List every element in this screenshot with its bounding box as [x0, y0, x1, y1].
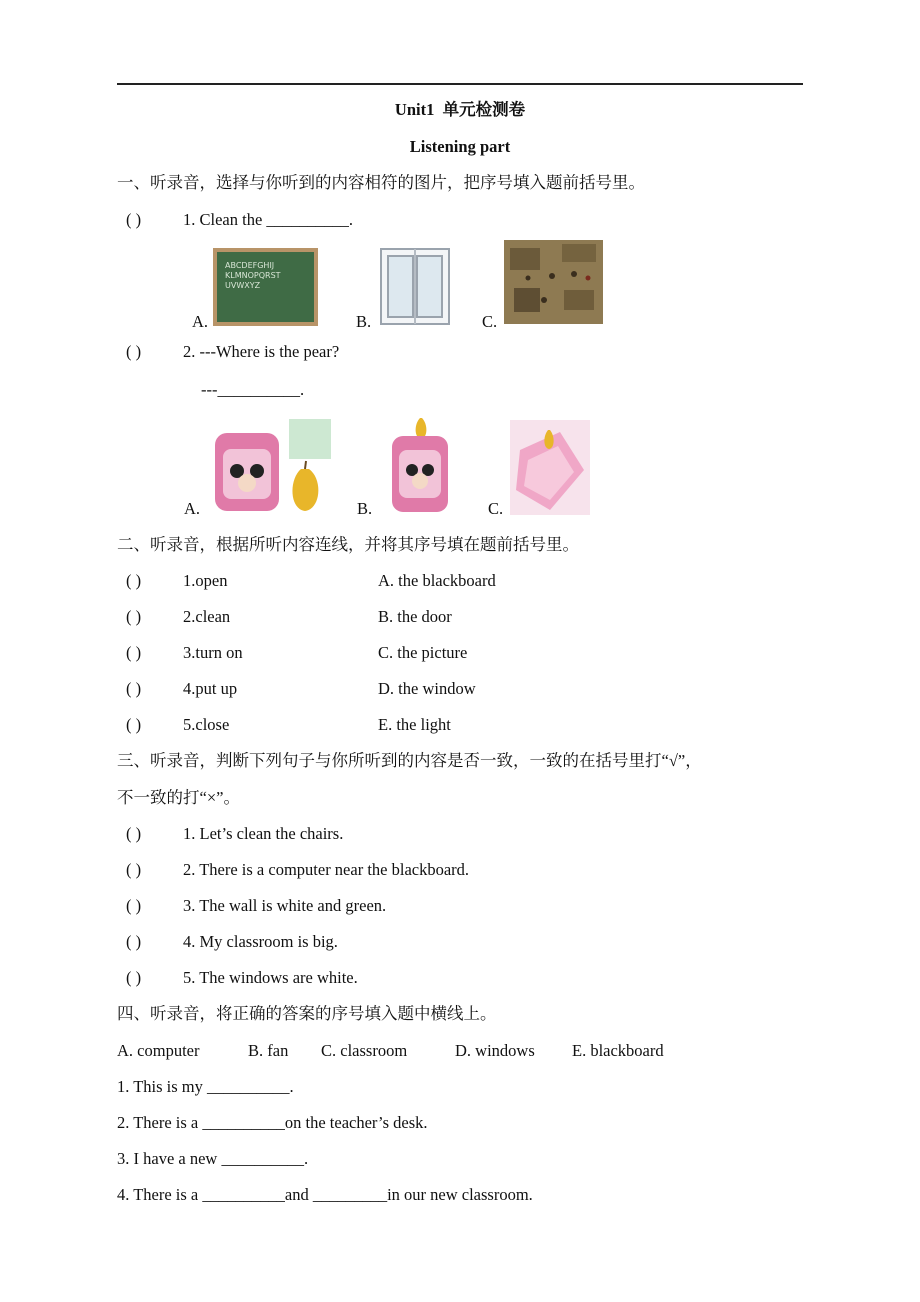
answer-paren[interactable]: ( )	[126, 342, 142, 361]
game-scene-image[interactable]	[504, 240, 603, 324]
section-1-heading: 一、听录音，选择与你听到的内容相符的图片，把序号填入题前括号里。	[117, 173, 645, 192]
answer-paren[interactable]: ( )	[126, 679, 142, 698]
answer-paren[interactable]: ( )	[126, 932, 142, 951]
option-windows: D. windows	[455, 1041, 535, 1060]
option-a-label: A.	[192, 312, 209, 331]
option-classroom: C. classroom	[321, 1041, 408, 1060]
fill-item[interactable]: 3. I have a new __________.	[117, 1149, 309, 1168]
blackboard-image[interactable]	[213, 248, 318, 326]
board-line-3: UVWXYZ	[225, 281, 261, 290]
section-4-heading: 四、听录音，将正确的答案的序号填入题中横线上。	[117, 1004, 497, 1023]
answer-paren[interactable]: ( )	[126, 896, 142, 915]
section-3-heading: 三、听录音，判断下列句子与你所听到的内容是否一致，一致的在括号里打“√”，	[117, 751, 702, 770]
question-2-answer: ---__________.	[201, 380, 305, 399]
option-computer: A. computer	[117, 1041, 200, 1060]
section-2-heading: 二、听录音，根据所听内容连线，并将其序号填在题前括号里。	[117, 535, 579, 554]
answer-paren[interactable]: ( )	[126, 715, 142, 734]
fill-item[interactable]: 2. There is a __________on the teacher’s desk.	[117, 1113, 428, 1132]
match-left-item: 2.clean	[183, 607, 231, 626]
option-b-label: B.	[356, 312, 372, 331]
judge-item: 3. The wall is white and green.	[183, 896, 387, 915]
page-title: Unit1 单元检测卷	[394, 100, 526, 119]
question-1: 1. Clean the __________.	[183, 210, 354, 229]
fill-item[interactable]: 4. There is a __________and _________in our new classroom.	[117, 1185, 533, 1204]
match-left-item: 4.put up	[183, 679, 238, 698]
option-c-label: C.	[488, 499, 504, 518]
section-3-heading-cont: 不一致的打“×”。	[117, 788, 240, 807]
board-line-2: KLMNOPQRST	[225, 271, 281, 280]
question-2: 2. ---Where is the pear?	[183, 342, 340, 361]
top-rule	[117, 83, 803, 85]
option-blackboard: E. blackboard	[572, 1041, 664, 1060]
answer-paren[interactable]: ( )	[126, 607, 142, 626]
board-line-1: ABCDEFGHIJ	[225, 261, 275, 270]
match-right-item: C. the picture	[378, 643, 468, 662]
pear-on-bag-image[interactable]	[388, 414, 452, 514]
answer-paren[interactable]: ( )	[126, 643, 142, 662]
match-left-item: 1.open	[183, 571, 228, 590]
match-right-item: E. the light	[378, 715, 451, 734]
option-fan: B. fan	[248, 1041, 289, 1060]
window-image[interactable]	[380, 248, 450, 325]
option-b-label: B.	[357, 499, 373, 518]
match-left-item: 5.close	[183, 715, 230, 734]
fill-item[interactable]: 1. This is my __________.	[117, 1077, 294, 1096]
match-left-item: 3.turn on	[183, 643, 243, 662]
option-a-label: A.	[184, 499, 201, 518]
answer-paren[interactable]: ( )	[126, 968, 142, 987]
judge-item: 1. Let’s clean the chairs.	[183, 824, 344, 843]
match-right-item: B. the door	[378, 607, 452, 626]
judge-item: 2. There is a computer near the blackboard.	[183, 860, 470, 879]
answer-paren[interactable]: ( )	[126, 860, 142, 879]
answer-paren[interactable]: ( )	[126, 210, 142, 229]
judge-item: 5. The windows are white.	[183, 968, 358, 987]
judge-item: 4. My classroom is big.	[183, 932, 338, 951]
page-subtitle: Listening part	[409, 137, 511, 156]
answer-paren[interactable]: ( )	[126, 571, 142, 590]
option-c-label: C.	[482, 312, 498, 331]
match-right-item: D. the window	[378, 679, 476, 698]
bag-beside-pear-image[interactable]	[205, 419, 331, 514]
pear-in-bag-image[interactable]	[510, 420, 590, 515]
answer-paren[interactable]: ( )	[126, 824, 142, 843]
match-right-item: A. the blackboard	[378, 571, 496, 590]
